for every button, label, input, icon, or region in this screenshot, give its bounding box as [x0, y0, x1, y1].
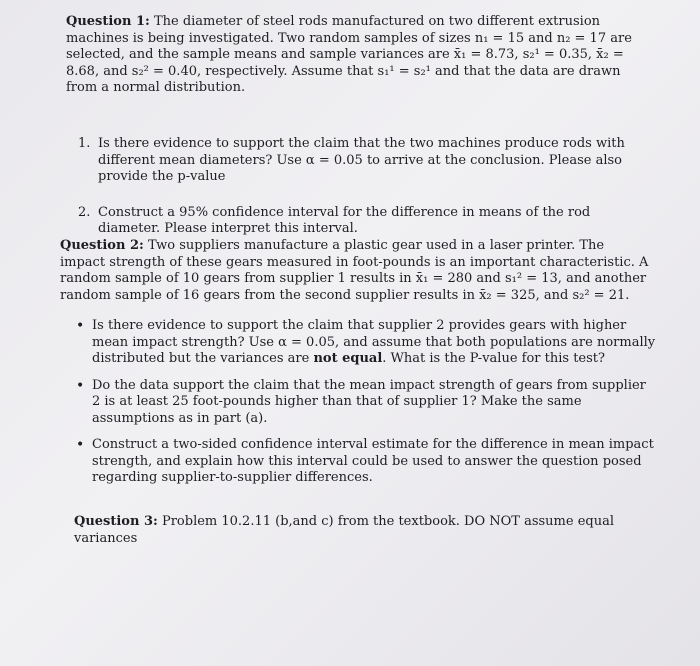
question-1-title: Question 1:: [66, 14, 150, 29]
question-2: [60, 238, 650, 304]
part-text: Is there evidence to support the claim that the two machines produce rods with different mean diameters? Use α = 0.05 to arrive at the conclusion. Please also provide the p-value: [98, 136, 625, 184]
question-2-bullet-2: [74, 378, 658, 428]
part-marker: 1.: [78, 136, 91, 151]
question-1-intro: The diameter of steel rods manufactured on two different extrusion machines is being investigated. Two random samples of sizes n₁ = 15 and n₂ = 17 are selected, and the sample means and sample variances are x̄₁ = 8.73, s₂¹ = 0.35, x̄₂ = 8.68, and s₂² = 0.40, respectively. Assume that s₁¹ = s₂¹ and that the data are drawn from a normal distribution.: [66, 14, 632, 95]
part-text: Construct a 95% confidence interval for the difference in means of the rod diameter. Please interpret this interval.: [98, 204, 591, 236]
question-3: [56, 514, 660, 547]
question-2-bullet-1: [74, 318, 658, 368]
question-2-title: Question 2:: [60, 238, 144, 253]
bullet-text: Do the data support the claim that the mean impact strength of gears from supplier 2 is at least 25 foot-pounds higher than that of supplier 1? Make the same assumptions as in part (a).: [92, 377, 646, 426]
bullet-text-b: . What is the P-value for this test?: [382, 351, 605, 366]
part-marker: 2.: [78, 204, 91, 220]
bullet-dot: •: [76, 318, 85, 334]
question-3-text: Problem 10.2.11 (b,and c) from the textbook. DO NOT assume equal variances: [74, 514, 615, 546]
question-2-parts: [74, 318, 658, 497]
question-1: [66, 14, 642, 97]
question-2-bullet-3: [74, 437, 658, 487]
question-1-part-2: [78, 205, 648, 238]
question-3-title: Question 3:: [74, 514, 158, 529]
bullet-text: Construct a two-sided confidence interval estimate for the difference in mean impact strength, and explain how this interval could be used to answer the question posed regarding supplier-to-supplier differences.: [92, 437, 654, 485]
question-1-part-1: [78, 136, 648, 186]
bullet-dot: •: [76, 377, 85, 394]
bullet-text-a: Is there evidence to support the claim that supplier 2 provides gears with higher mean impact strength? Use α = 0.05, and assume that both populations are normally distributed but the variances are: [92, 318, 656, 366]
bullet-text-bold: not equal: [313, 351, 383, 366]
question-2-intro: Two suppliers manufacture a plastic gear used in a laser printer. The impact strength of these gears measured in foot-pounds is an important characteristic. A random sample of 10 gears from supplier 1 results in x̄₁ = 280 and s₁² = 13, and another random sample of 16 gears from the second supplier results in x̄₂ = 325, and s₂² = 21.: [60, 238, 649, 303]
bullet-dot: •: [76, 437, 85, 453]
